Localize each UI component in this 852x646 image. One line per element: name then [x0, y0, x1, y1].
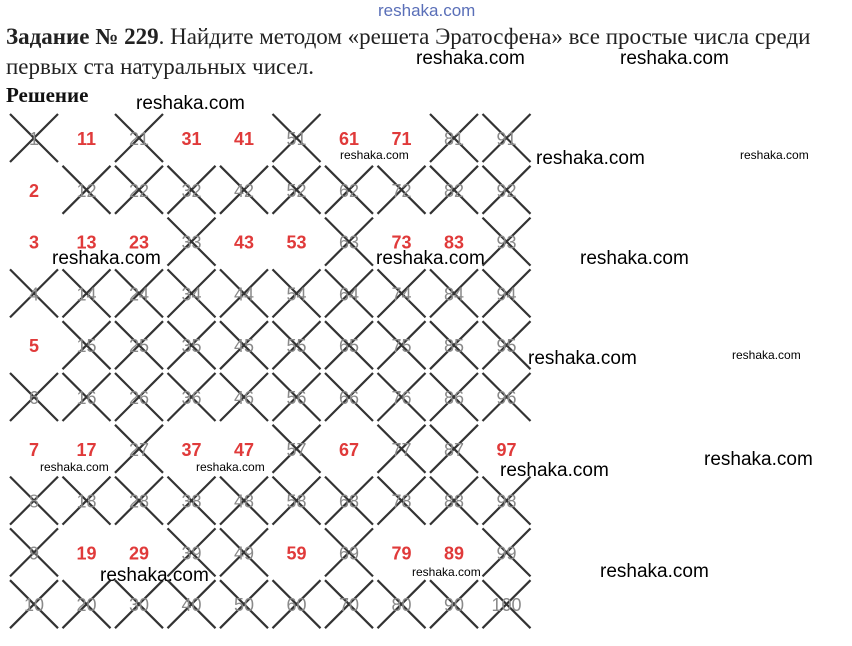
watermark: reshaka.com — [704, 449, 813, 470]
crossed-number: 24 — [128, 284, 150, 305]
crossed-number: 20 — [76, 595, 97, 616]
crossed-number: 55 — [286, 336, 307, 357]
watermark: reshaka.com — [40, 460, 109, 474]
prime-number: 3 — [28, 232, 40, 253]
crossed-number: 81 — [443, 129, 465, 149]
task-number: Задание № 229 — [6, 24, 159, 49]
crossed-number: 88 — [443, 491, 465, 512]
watermark: reshaka.com — [500, 460, 609, 481]
watermark: reshaka.com — [528, 348, 637, 369]
crossed-number: 78 — [391, 491, 412, 512]
prime-number: 83 — [443, 232, 465, 253]
crossed-number: 56 — [286, 388, 307, 408]
prime-number: 17 — [76, 439, 97, 460]
crossed-number: 27 — [128, 439, 150, 460]
watermark: reshaka.com — [376, 248, 485, 269]
prime-number: 11 — [76, 129, 97, 149]
prime-number: 61 — [338, 129, 360, 149]
watermark: reshaka.com — [600, 561, 709, 582]
crossed-number: 38 — [181, 491, 202, 512]
task-text: . Найдите методом «решета Эратосфена» все простые числа среди первых ста натуральных чисел. — [6, 24, 811, 79]
crossed-number: 40 — [181, 595, 202, 616]
crossed-number: 95 — [496, 336, 517, 357]
prime-number: 37 — [181, 439, 202, 460]
crossed-number: 9 — [28, 543, 40, 564]
prime-number: 2 — [28, 180, 40, 201]
crossed-number: 21 — [128, 129, 150, 149]
watermark: reshaka.com — [52, 248, 161, 269]
crossed-number: 35 — [181, 336, 202, 357]
prime-number: 41 — [233, 129, 255, 149]
crossed-number: 18 — [76, 491, 97, 512]
watermark: reshaka.com — [732, 348, 801, 362]
crossed-number: 50 — [233, 595, 255, 616]
crossed-number: 85 — [443, 336, 465, 357]
crossed-number: 63 — [338, 232, 360, 253]
crossed-number: 99 — [496, 543, 517, 564]
crossed-number: 34 — [181, 284, 202, 305]
crossed-number: 77 — [391, 439, 412, 460]
crossed-number: 45 — [233, 336, 255, 357]
crossed-number: 62 — [338, 180, 360, 201]
watermark: reshaka.com — [136, 93, 245, 114]
crossed-number: 74 — [391, 284, 412, 305]
crossed-number: 33 — [181, 232, 202, 253]
crossed-number: 6 — [28, 388, 40, 408]
crossed-number: 84 — [443, 284, 465, 305]
crossed-number: 98 — [496, 491, 517, 512]
crossed-number: 94 — [496, 284, 517, 305]
crossed-number: 93 — [496, 232, 517, 253]
crossed-number: 28 — [128, 491, 150, 512]
crossed-number: 66 — [338, 388, 360, 408]
crossed-number: 76 — [391, 388, 412, 408]
crossed-number: 16 — [76, 388, 97, 408]
crossed-number: 54 — [286, 284, 307, 305]
prime-number: 31 — [181, 129, 202, 149]
prime-number: 67 — [338, 439, 360, 460]
crossed-number: 49 — [233, 543, 255, 564]
crossed-number: 100 — [491, 595, 522, 616]
prime-number: 5 — [28, 336, 40, 357]
prime-number: 13 — [76, 232, 97, 253]
crossed-number: 51 — [286, 129, 307, 149]
watermark: reshaka.com — [196, 460, 265, 474]
watermark: reshaka.com — [536, 148, 645, 169]
crossed-number: 92 — [496, 180, 517, 201]
prime-number: 19 — [76, 543, 97, 564]
site-watermark: reshaka.com — [378, 1, 476, 20]
crossed-number: 1 — [28, 129, 40, 149]
crossed-number: 42 — [233, 180, 255, 201]
crossed-number: 96 — [496, 388, 517, 408]
prime-number: 47 — [233, 439, 255, 460]
crossed-number: 46 — [233, 388, 255, 408]
prime-number: 7 — [28, 439, 40, 460]
crossed-number: 91 — [496, 129, 517, 149]
crossed-number: 52 — [286, 180, 307, 201]
crossed-number: 70 — [338, 595, 360, 616]
solution-heading: Решение — [6, 83, 89, 107]
crossed-number: 87 — [443, 439, 465, 460]
crossed-number: 82 — [443, 180, 465, 201]
watermark: reshaka.com — [620, 48, 729, 69]
prime-number: 79 — [391, 543, 412, 564]
crossed-number: 12 — [76, 180, 97, 201]
prime-number: 71 — [391, 129, 412, 149]
crossed-number: 90 — [443, 595, 465, 616]
crossed-number: 8 — [28, 491, 40, 512]
watermark: reshaka.com — [100, 565, 209, 586]
crossed-number: 80 — [391, 595, 412, 616]
crossed-number: 44 — [233, 284, 255, 305]
crossed-number: 57 — [286, 439, 307, 460]
crossed-number: 14 — [76, 284, 97, 305]
crossed-number: 58 — [286, 491, 307, 512]
crossed-number: 4 — [28, 284, 40, 305]
prime-number: 97 — [496, 439, 517, 460]
prime-number: 73 — [391, 232, 412, 253]
prime-number: 23 — [128, 232, 150, 253]
crossed-number: 86 — [443, 388, 465, 408]
crossed-number: 39 — [181, 543, 202, 564]
crossed-number: 75 — [391, 336, 412, 357]
crossed-number: 69 — [338, 543, 360, 564]
watermark: reshaka.com — [740, 148, 809, 162]
watermark: reshaka.com — [416, 48, 525, 69]
crossed-number: 60 — [286, 595, 307, 616]
crossed-number: 48 — [233, 491, 255, 512]
watermark: reshaka.com — [340, 148, 409, 162]
crossed-number: 25 — [128, 336, 150, 357]
watermark: reshaka.com — [580, 248, 689, 269]
crossed-number: 32 — [181, 180, 202, 201]
crossed-number: 15 — [76, 336, 97, 357]
crossed-number: 65 — [338, 336, 360, 357]
prime-number: 59 — [286, 543, 307, 564]
crossed-number: 64 — [338, 284, 360, 305]
crossed-number: 68 — [338, 491, 360, 512]
crossed-number: 30 — [128, 595, 150, 616]
prime-number: 53 — [286, 232, 307, 253]
prime-number: 89 — [443, 543, 465, 564]
watermark: reshaka.com — [412, 565, 481, 579]
crossed-number: 36 — [181, 388, 202, 408]
crossed-number: 72 — [391, 180, 412, 201]
prime-number: 29 — [128, 543, 150, 564]
prime-number: 43 — [233, 232, 255, 253]
crossed-number: 10 — [23, 595, 45, 616]
crossed-number: 26 — [128, 388, 150, 408]
crossed-number: 22 — [128, 180, 150, 201]
